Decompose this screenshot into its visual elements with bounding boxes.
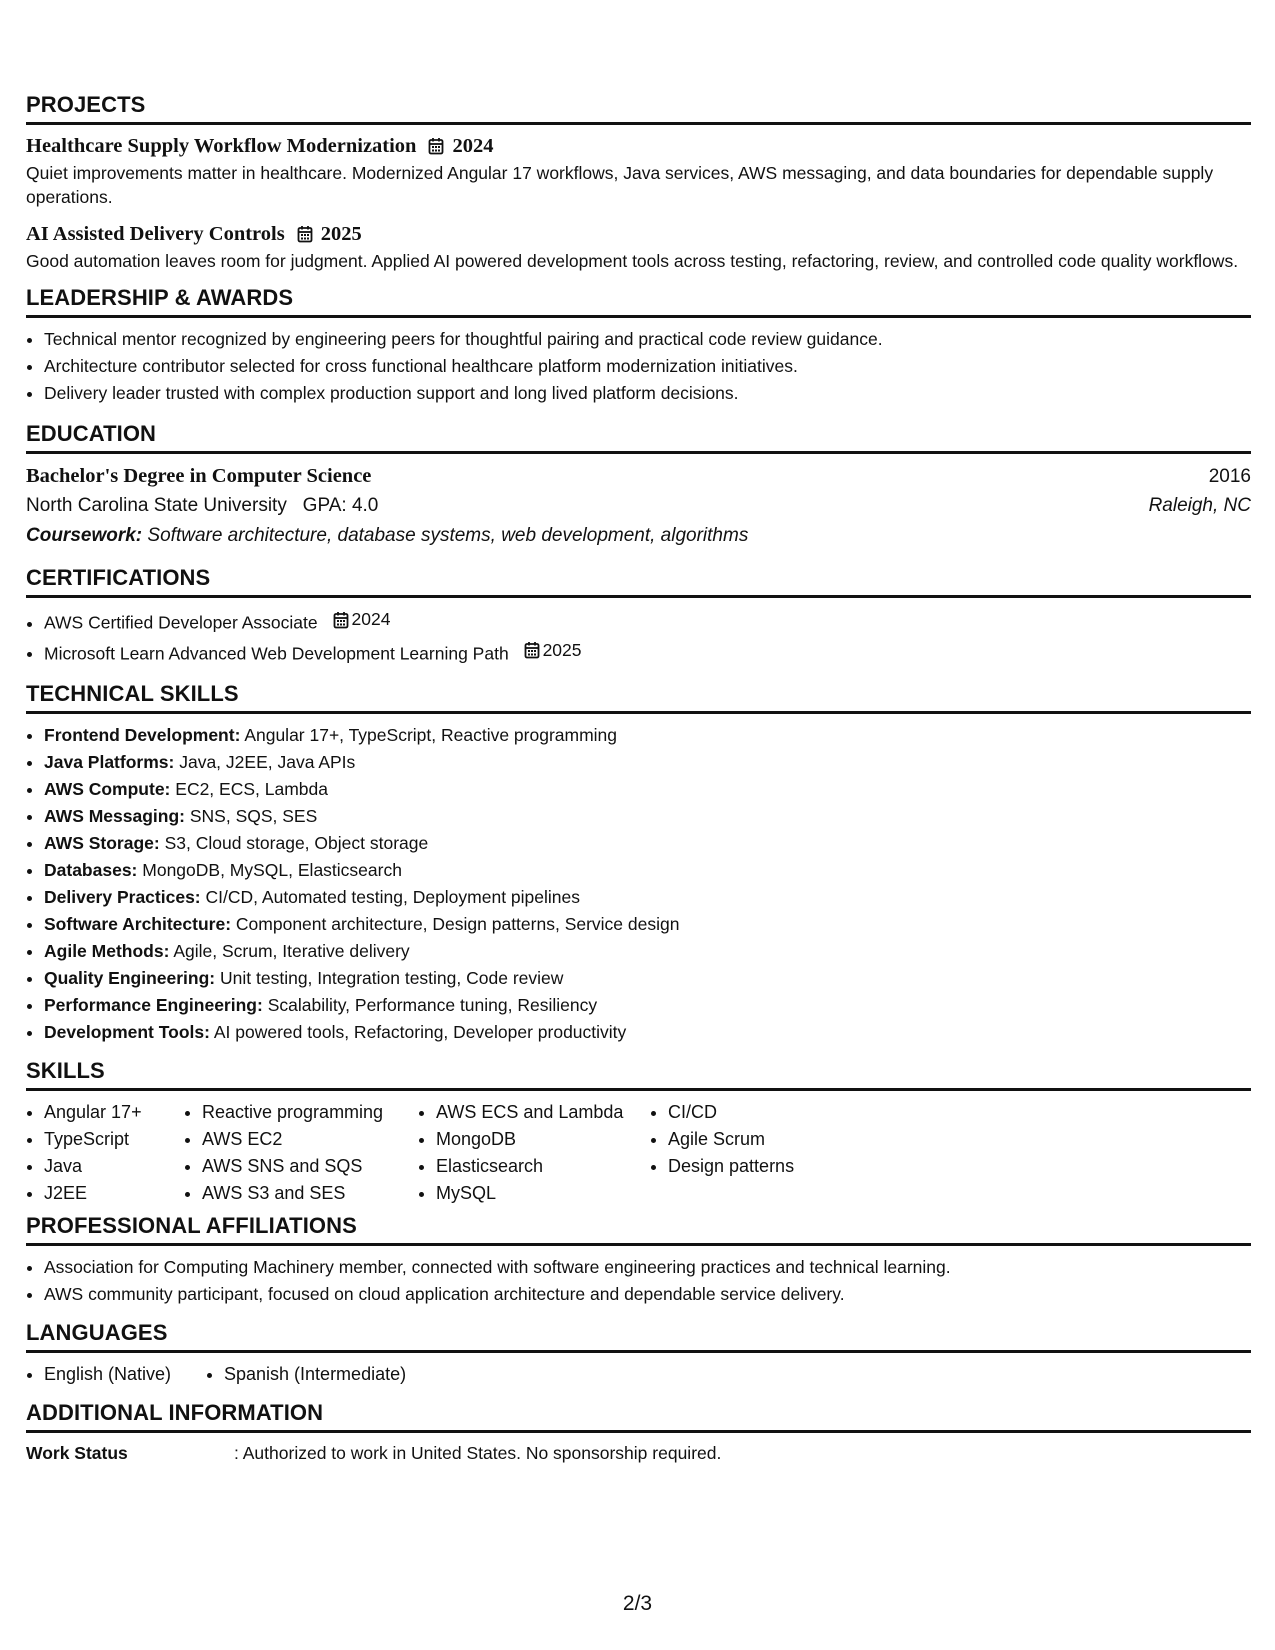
skill-item: • TypeScript [44,1126,184,1153]
section-heading-technical-skills: TECHNICAL SKILLS [26,681,1251,714]
skill-item: • Agile Scrum [668,1126,888,1153]
skill-category: Java Platforms: [44,752,175,772]
skill-category: AWS Storage: [44,833,160,853]
list-item [44,911,1251,938]
section-heading-languages: LANGUAGES [26,1320,1251,1353]
list-item [44,776,1251,803]
skill-category: Delivery Practices: [44,887,201,907]
project-item [26,133,1251,209]
education-section [26,421,1251,551]
coursework: Software architecture, database systems, web development, algorithms [147,525,749,546]
list-item [44,884,1251,911]
skill-values: AI powered tools, Refactoring, Developer productivity [213,1022,627,1042]
skill-item: • Reactive programming [202,1099,418,1126]
certification-name: Microsoft Learn Advanced Web Development Learning Path [44,643,509,663]
work-status-label: Work Status [26,1443,128,1463]
skill-item: • Java [44,1153,184,1180]
languages-section [26,1320,1251,1388]
skill-values: EC2, ECS, Lambda [175,779,328,799]
language-item: • English (Native) [44,1361,202,1388]
list-item: • Technical mentor recognized by engineering peers for thoughtful pairing and practical code review guidance. [44,326,1251,353]
skills-section [26,1058,1251,1207]
skill-item: • Design patterns [668,1153,888,1180]
skill-category: Development Tools: [44,1022,210,1042]
skill-item: • MySQL [436,1180,650,1207]
section-heading-leadership: LEADERSHIP & AWARDS [26,285,1251,318]
list-item [44,857,1251,884]
affiliations-section [26,1213,1251,1308]
project-year: 2025 [320,223,362,245]
list-item: • AWS community participant, focused on cloud application architecture and dependable service delivery. [44,1281,1251,1308]
project-title: Healthcare Supply Workflow Modernization [26,135,417,157]
language-item: • Spanish (Intermediate) [224,1361,406,1388]
technical-skills-section [26,681,1251,1046]
skill-values: SNS, SQS, SES [189,806,318,826]
degree: Bachelor's Degree in Computer Science [26,465,372,487]
projects-section [26,92,1251,273]
calendar-icon [524,641,540,659]
project-description: Quiet improvements matter in healthcare. Modernized Angular 17 workflows, Java services, AWS messaging, and data boundaries for dependable supply operations. [26,163,1214,207]
skill-values: Unit testing, Integration testing, Code review [220,968,564,988]
skill-values: MongoDB, MySQL, Elasticsearch [142,860,402,880]
list-item [44,749,1251,776]
leadership-section [26,285,1251,407]
resume-page [26,92,1251,1465]
skills-column [418,1099,650,1207]
certification-name: AWS Certified Developer Associate [44,612,318,633]
skill-values: Java, J2EE, Java APIs [179,752,356,772]
skill-item: • Angular 17+ [44,1099,184,1126]
section-heading-skills: SKILLS [26,1058,1251,1091]
project-title: AI Assisted Delivery Controls [26,223,285,245]
certification-item [44,606,1251,637]
section-heading-education: EDUCATION [26,421,1251,454]
list-item [44,992,1251,1019]
list-item [44,722,1251,749]
skills-column [650,1099,888,1207]
list-item [44,965,1251,992]
skill-item: • J2EE [44,1180,184,1207]
calendar-icon [428,137,444,155]
skill-category: Software Architecture: [44,914,232,934]
skill-item: • AWS EC2 [202,1126,418,1153]
additional-section [26,1400,1251,1465]
gpa: GPA: 4.0 [302,495,379,516]
certification-item [44,637,1251,668]
list-item [44,1019,1251,1046]
section-heading-projects: PROJECTS [26,92,1251,125]
skill-category: Agile Methods: [44,941,170,961]
page-number: 2/3 [622,1592,653,1615]
calendar-icon [333,611,349,629]
skill-category: Quality Engineering: [44,968,216,988]
graduation-year: 2016 [1208,466,1251,487]
list-item: • Delivery leader trusted with complex production support and long lived platform decisions. [44,380,1251,407]
skill-item: • CI/CD [668,1099,888,1126]
coursework-label: Coursework: [26,525,143,546]
list-item: • Architecture contributor selected for cross functional healthcare platform modernization initiatives. [44,353,1251,380]
list-item: • Association for Computing Machinery member, connected with software engineering practices and technical learning. [44,1254,1251,1281]
section-heading-certifications: CERTIFICATIONS [26,565,1251,598]
section-heading-affiliations: PROFESSIONAL AFFILIATIONS [26,1213,1251,1246]
skill-values: Component architecture, Design patterns, Service design [235,914,680,934]
list-item [44,938,1251,965]
list-item [44,830,1251,857]
list-item [44,803,1251,830]
skill-values: Agile, Scrum, Iterative delivery [173,941,410,961]
skill-values: Scalability, Performance tuning, Resiliency [267,995,598,1015]
skill-category: Performance Engineering: [44,995,263,1015]
school-name: North Carolina State University [26,495,287,516]
skill-item: • AWS SNS and SQS [202,1153,418,1180]
skill-values: S3, Cloud storage, Object storage [164,833,429,853]
skill-item: • AWS ECS and Lambda [436,1099,650,1126]
skill-values: Angular 17+, TypeScript, Reactive programming [244,725,618,745]
skills-column [26,1099,184,1207]
calendar-icon [297,225,313,243]
skill-category: Databases: [44,860,138,880]
skills-column [184,1099,418,1207]
school-location: Raleigh, NC [1148,495,1251,516]
certifications-section [26,565,1251,667]
project-item [26,221,1251,273]
skill-values: CI/CD, Automated testing, Deployment pipelines [205,887,581,907]
skill-item: • Elasticsearch [436,1153,650,1180]
skill-category: AWS Messaging: [44,806,185,826]
skill-category: Frontend Development: [44,725,241,745]
certification-year: 2025 [542,639,582,660]
skill-item: • MongoDB [436,1126,650,1153]
project-year: 2024 [452,135,494,157]
skill-item: • AWS S3 and SES [202,1180,418,1207]
skill-category: AWS Compute: [44,779,171,799]
section-heading-additional: ADDITIONAL INFORMATION [26,1400,1251,1433]
certification-year: 2024 [351,609,391,629]
work-status-value: : Authorized to work in United States. No sponsorship required. [234,1443,722,1463]
project-description: Good automation leaves room for judgment. Applied AI powered development tools across testing, refactoring, review, and controlled code quality workflows. [26,251,1239,271]
